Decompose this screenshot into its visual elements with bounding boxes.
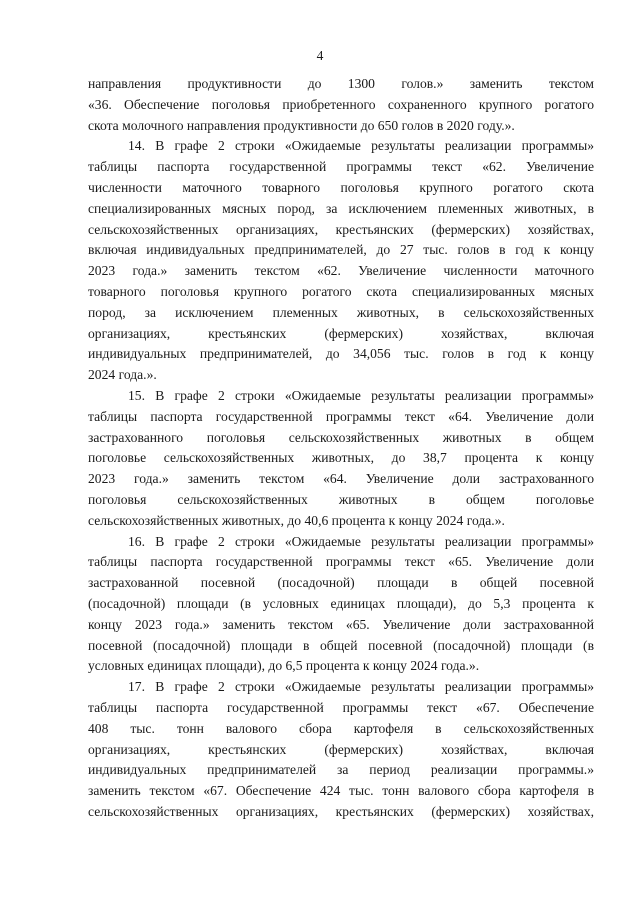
- text-line: концу 2023 года.» заменить текстом «65. Увеличение доли застрахованной: [88, 616, 594, 632]
- text-line: индивидуальных предпринимателей за период реализации программы.»: [88, 762, 594, 778]
- text-line: (посадочной) площади (в условных единицах площади), до 5,3 процента к: [88, 595, 594, 611]
- text-line: 2023 года.» заменить текстом «64. Увеличение доли застрахованного: [88, 471, 594, 487]
- text-line: сельскохозяйственных организациях, крестьянских (фермерских) хозяйствах,: [88, 221, 594, 237]
- text-line: численности маточного товарного поголовья крупного рогатого скота: [88, 179, 594, 195]
- text-line: поголовья сельскохозяйственных животных в общем поголовье: [88, 491, 594, 507]
- paragraph-first-line: 16. В графе 2 строки «Ожидаемые результаты реализации программы»: [128, 533, 594, 549]
- document-body: [88, 74, 594, 823]
- text-line: таблицы паспорта государственной программы текст «65. Увеличение доли: [88, 554, 594, 570]
- paragraph-first-line: 14. В графе 2 строки «Ожидаемые результаты реализации программы»: [128, 138, 594, 154]
- paragraph-first-line: 15. В графе 2 строки «Ожидаемые результаты реализации программы»: [128, 387, 594, 403]
- text-line: условных единицах площади), до 6,5 процента к концу 2024 года.».: [88, 658, 480, 674]
- text-line: 2023 года.» заменить текстом «62. Увеличение численности маточного: [88, 263, 594, 279]
- text-line: 2024 года.».: [88, 367, 157, 383]
- text-line: застрахованного поголовья сельскохозяйственных животных в общем: [88, 429, 594, 445]
- text-line: включая индивидуальных предпринимателей, до 27 тыс. голов в год к концу: [88, 242, 594, 258]
- text-line: сельскохозяйственных организациях, крестьянских (фермерских) хозяйствах,: [88, 803, 594, 819]
- text-line: пород, за исключением племенных животных, в сельскохозяйственных: [88, 304, 594, 320]
- text-line: товарного поголовья крупного рогатого скота специализированных мясных: [88, 283, 594, 299]
- paragraph-first-line: 17. В графе 2 строки «Ожидаемые результаты реализации программы»: [128, 679, 594, 695]
- text-line: направления продуктивности до 1300 голов.» заменить текстом: [88, 76, 594, 91]
- text-line: таблицы паспорта государственной программы текст «64. Увеличение доли: [88, 408, 594, 424]
- text-line: организациях, крестьянских (фермерских) хозяйствах, включая: [88, 741, 594, 757]
- text-line: 408 тыс. тонн валового сбора картофеля в сельскохозяйственных: [88, 720, 594, 736]
- text-line: специализированных мясных пород, за исключением племенных животных, в: [88, 200, 594, 216]
- text-line: индивидуальных предпринимателей, до 34,056 тыс. голов в год к концу: [88, 346, 594, 362]
- text-line: таблицы паспорта государственной программы текст «67. Обеспечение: [88, 699, 594, 715]
- text-line: скота молочного направления продуктивности до 650 голов в 2020 году.».: [88, 117, 515, 133]
- text-line: посевной (посадочной) площади в общей посевной (посадочной) площади (в: [88, 637, 594, 653]
- text-line: организациях, крестьянских (фермерских) хозяйствах, включая: [88, 325, 594, 341]
- text-line: «36. Обеспечение поголовья приобретенного сохраненного крупного рогатого: [88, 96, 594, 112]
- page-number: 4: [316, 48, 324, 63]
- text-line: таблицы паспорта государственной программы текст «62. Увеличение: [88, 159, 594, 175]
- text-line: заменить текстом «67. Обеспечение 424 тыс. тонн валового сбора картофеля в: [88, 783, 594, 799]
- text-line: застрахованной посевной (посадочной) площади в общей посевной: [88, 575, 594, 591]
- text-line: поголовье сельскохозяйственных животных, до 38,7 процента к концу: [88, 450, 594, 466]
- text-line: сельскохозяйственных животных, до 40,6 процента к концу 2024 года.».: [88, 512, 505, 528]
